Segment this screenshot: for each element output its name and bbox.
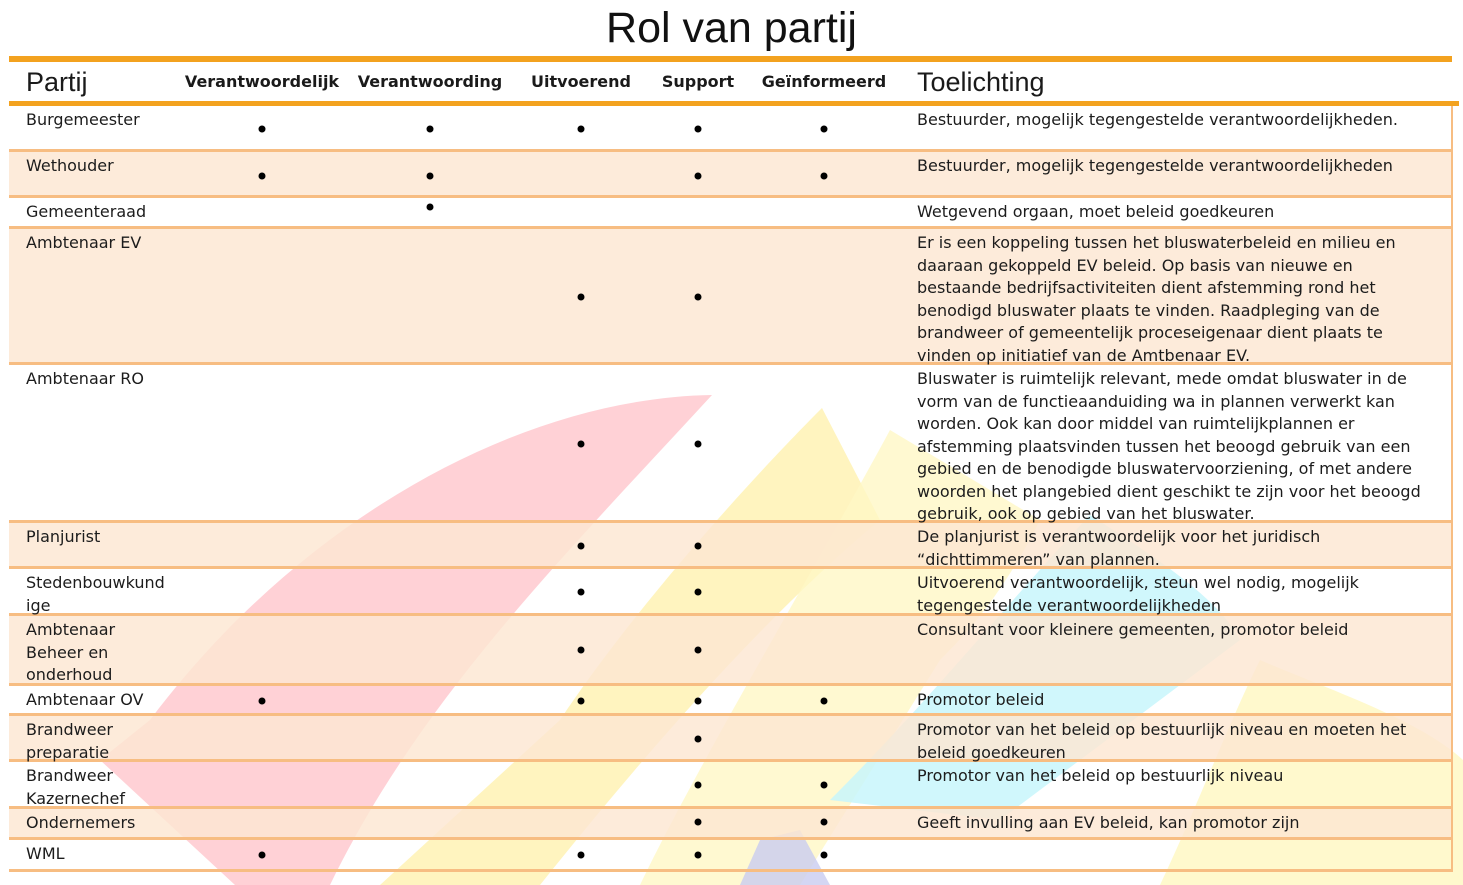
- role-dot-geinformeerd: [821, 782, 828, 789]
- role-dot-support: [695, 543, 702, 550]
- table-row: [9, 716, 1452, 762]
- role-dot-uitvoerend: [578, 126, 585, 133]
- row-toelichting: De planjurist is verantwoordelijk voor het juridisch “dichttimmeren” van plannen.: [917, 527, 1321, 569]
- role-dot-geinformeerd: [821, 698, 828, 705]
- row-toelichting: Promotor beleid: [917, 690, 1045, 709]
- row-toelichting: Promotor van het beleid op bestuurlijk niveau: [917, 766, 1284, 785]
- role-dot-support: [695, 441, 702, 448]
- header-rule: [9, 101, 1459, 106]
- role-dot-verantwoordelijk: [259, 126, 266, 133]
- row-toelichting: Geeft invulling aan EV beleid, kan promotor zijn: [917, 813, 1300, 832]
- role-dot-support: [695, 589, 702, 596]
- table-row: [9, 840, 1452, 872]
- row-toelichting: Promotor van het beleid op bestuurlijk niveau en moeten het beleid goedkeuren: [917, 720, 1407, 762]
- header-support: Support: [661, 72, 735, 91]
- role-dot-geinformeerd: [821, 852, 828, 859]
- role-dot-geinformeerd: [821, 126, 828, 133]
- role-dot-support: [695, 736, 702, 743]
- table-header: [0, 63, 1463, 101]
- page-title: Rol van partij: [606, 4, 857, 52]
- row-partij: Ambtenaar EV: [26, 233, 142, 252]
- role-dot-uitvoerend: [578, 589, 585, 596]
- row-toelichting: Consultant voor kleinere gemeenten, promotor beleid: [917, 620, 1349, 639]
- role-dot-uitvoerend: [578, 543, 585, 550]
- header-geinformeerd: Geïnformeerd: [761, 72, 887, 91]
- role-dot-verantwoording: [427, 126, 434, 133]
- row-toelichting: Bluswater is ruimtelijk relevant, mede omdat bluswater in de vorm van de functieaanduiding wa in plannen verwerkt kan worden. Ook kan door middel van ruimtelijkplannen er afstemming plaatsvinden tussen het beoogd gebruik van een gebied en de benodigde bluswatervoorziening, of met andere woorden het plangebied dient geschikt te zijn voor het beoogd gebruik, ook op gebied van het bluswater.: [917, 369, 1421, 523]
- row-toelichting: Bestuurder, mogelijk tegengestelde verantwoordelijkheden: [917, 156, 1393, 175]
- row-partij: Gemeenteraad: [26, 202, 147, 221]
- row-toelichting: Uitvoerend verantwoordelijk, steun wel nodig, mogelijk tegengestelde verantwoordelijkheden: [917, 573, 1359, 615]
- role-dot-verantwoordelijk: [259, 852, 266, 859]
- role-dot-uitvoerend: [578, 294, 585, 301]
- row-partij: Planjurist: [26, 527, 101, 546]
- role-dot-verantwoordelijk: [259, 698, 266, 705]
- table-row: [9, 686, 1452, 716]
- table-row: [9, 365, 1452, 523]
- header-verantwoording: Verantwoording: [357, 72, 503, 91]
- role-dot-uitvoerend: [578, 852, 585, 859]
- table-right-border: [1451, 106, 1453, 872]
- row-partij: Stedenbouwkund ige: [26, 573, 165, 615]
- role-dot-support: [695, 819, 702, 826]
- row-toelichting: Er is een koppeling tussen het bluswaterbeleid en milieu en daaraan gekoppeld EV beleid. Op basis van nieuwe en bestaande bedrijfsactiviteiten dient afstemming rond het benodigd bluswater plaats te vinden. Raadpleging van de brandweer of gemeentelijk proceseigenaar dient plaats te vinden op initiatief van de Amtbenaar EV.: [917, 233, 1396, 365]
- role-dot-support: [695, 698, 702, 705]
- role-table: [9, 106, 1452, 872]
- row-toelichting: Bestuurder, mogelijk tegengestelde verantwoordelijkheden.: [917, 110, 1398, 129]
- role-dot-support: [695, 173, 702, 180]
- role-dot-support: [695, 852, 702, 859]
- role-dot-uitvoerend: [578, 441, 585, 448]
- header-verantwoordelijk: Verantwoordelijk: [184, 72, 340, 91]
- header-toelichting: Toelichting: [917, 67, 1045, 97]
- role-dot-verantwoording: [427, 204, 434, 211]
- row-partij: Brandweer Kazernechef: [26, 766, 125, 808]
- row-toelichting: Wetgevend orgaan, moet beleid goedkeuren: [917, 202, 1275, 221]
- table-row: [9, 106, 1452, 152]
- top-rule: [9, 56, 1452, 62]
- row-partij: WML: [26, 844, 65, 863]
- row-partij: Ambtenaar Beheer en onderhoud: [26, 620, 116, 684]
- table-row: [9, 523, 1452, 569]
- table-row: [9, 762, 1452, 809]
- row-partij: Burgemeester: [26, 110, 140, 129]
- row-partij: Ondernemers: [26, 813, 136, 832]
- role-dot-geinformeerd: [821, 819, 828, 826]
- table-row: [9, 152, 1452, 198]
- row-partij: Ambtenaar OV: [26, 690, 144, 709]
- row-partij: Brandweer preparatie: [26, 720, 114, 762]
- table-row: [9, 809, 1452, 840]
- header-uitvoerend: Uitvoerend: [531, 72, 631, 91]
- role-dot-support: [695, 294, 702, 301]
- role-dot-verantwoordelijk: [259, 173, 266, 180]
- row-partij: Ambtenaar RO: [26, 369, 144, 388]
- role-dot-uitvoerend: [578, 698, 585, 705]
- role-dot-support: [695, 782, 702, 789]
- table-row: [9, 198, 1452, 229]
- header-partij: Partij: [26, 67, 88, 97]
- role-dot-geinformeerd: [821, 173, 828, 180]
- table-row: [9, 616, 1452, 686]
- role-dot-verantwoording: [427, 173, 434, 180]
- row-partij: Wethouder: [26, 156, 114, 175]
- table-row: [9, 569, 1452, 616]
- role-dot-uitvoerend: [578, 647, 585, 654]
- role-dot-support: [695, 647, 702, 654]
- role-dot-support: [695, 126, 702, 133]
- table-row: [9, 229, 1452, 365]
